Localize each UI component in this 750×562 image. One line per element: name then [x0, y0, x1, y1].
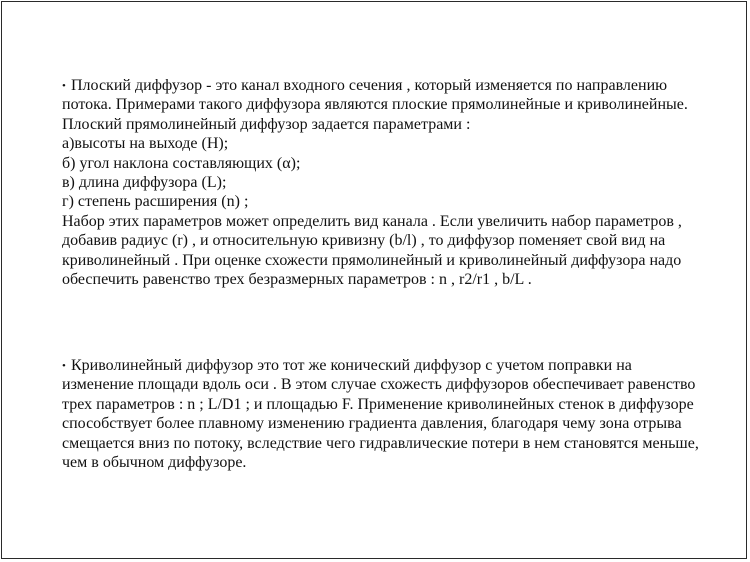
text-line: а)высоты на выходе (H); [62, 135, 229, 153]
text-line: Набор этих параметров может определить вид канала . Если увеличить набор параметров , [62, 212, 682, 230]
text-line: • Криволинейный диффузор это тот же конический диффузор с учетом поправки на [62, 356, 746, 375]
text-line: добавив радиус (r) , и относительную кривизну (b/l) , то диффузор поменяет свой вид на [62, 232, 666, 250]
paragraph-flat-diffuser [62, 76, 746, 289]
text-line: б) угол наклона составляющих (α); [62, 154, 301, 172]
text-line: • Плоский диффузор - это канал входного сечения , который изменяется по направлению [62, 76, 746, 95]
text-line: Плоский прямолинейный диффузор задается параметрами : [62, 115, 471, 133]
text-line: способствует более плавному изменению градиента давления, благодаря чему зона отрыва [62, 415, 682, 433]
text-line: потока. Примерами такого диффузора являются плоские прямолинейные и криволинейные. [62, 96, 688, 114]
text-line: чем в обычном диффузоре. [62, 453, 247, 471]
slide-page [1, 1, 747, 559]
text-line: криволинейный . При оценке схожести прямолинейный и криволинейный диффузора надо [62, 251, 682, 269]
text-line: обеспечить равенство трех безразмерных параметров : n , r2/r1 , b/L . [62, 270, 532, 288]
paragraph-curved-diffuser [62, 356, 746, 472]
text-line: смещается вниз по потоку, вследствие чего гидравлические потери в нем становятся меньше, [62, 434, 699, 452]
text-line: г) степень расширения (n) ; [62, 193, 249, 211]
text-line: трех параметров : n ; L/D1 ; и площадью F. Применение криволинейных стенок в диффузоре [62, 395, 694, 413]
text-line: изменение площади вдоль оси . В этом случае схожесть диффузоров обеспечивает равенство [62, 376, 696, 394]
bullet-icon: • [62, 80, 66, 92]
bullet-icon: • [62, 360, 66, 372]
text-line: в) длина диффузора (L); [62, 173, 227, 191]
